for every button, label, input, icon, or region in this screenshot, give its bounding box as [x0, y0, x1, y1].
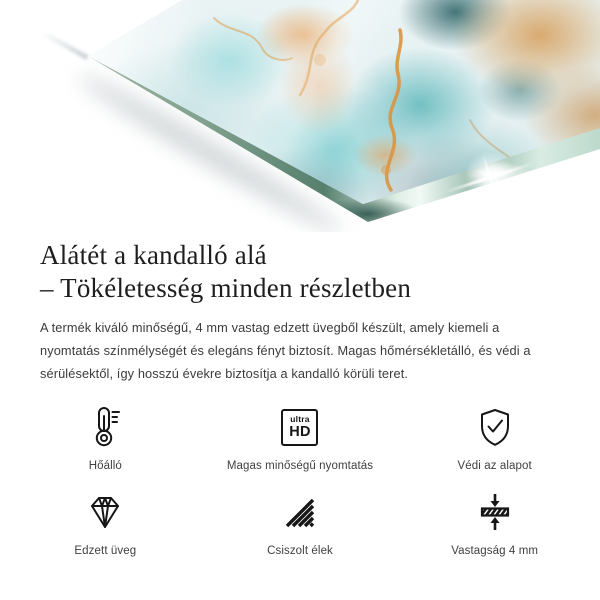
feature-label: Csiszolt élek: [267, 545, 333, 557]
title-line-1: Alátét a kandalló alá: [40, 240, 267, 270]
product-image: [0, 0, 600, 232]
feature-item-ultra-hd-print: [203, 404, 398, 472]
feature-label: Védi az alapot: [457, 460, 532, 472]
feature-label: Magas minőségű nyomtatás: [226, 460, 374, 472]
feature-label: Vastagság 4 mm: [451, 545, 539, 557]
thickness-icon: [474, 489, 516, 535]
section-description: A termék kiváló minőségű, 4 mm vastag edzett üvegből készült, amely kiemeli a nyomtatás színmélységét és elegáns fényt biztosít. Magas hőmérsékletálló, és védi a sérülésektől, így hosszú évekre biztosítja a kandalló körüli teret.: [40, 320, 531, 381]
ultra-hd-text-top: ultra: [290, 414, 310, 424]
feature-item-tempered-glass: [8, 489, 203, 557]
shield-check-icon: [475, 404, 515, 450]
feature-item-polished-edges: [203, 489, 398, 557]
feature-item-heat-resistant: [8, 404, 203, 472]
title-line-2: – Tökéletesség minden részletben: [40, 273, 412, 303]
polished-edges-icon: [280, 489, 320, 535]
features-grid: [0, 404, 600, 557]
feature-label: Edzett üveg: [74, 545, 137, 557]
glass-edge-reflection: [41, 30, 89, 60]
ultra-hd-icon: [281, 404, 318, 450]
thermometer-icon: [84, 404, 126, 450]
ultra-hd-text-bottom: HD: [289, 423, 311, 440]
feature-label: Hőálló: [88, 460, 122, 472]
feature-item-thickness-4mm: [397, 489, 592, 557]
diamond-icon: [84, 489, 126, 535]
feature-item-protects-base: [397, 404, 592, 472]
section-title: [40, 239, 560, 305]
